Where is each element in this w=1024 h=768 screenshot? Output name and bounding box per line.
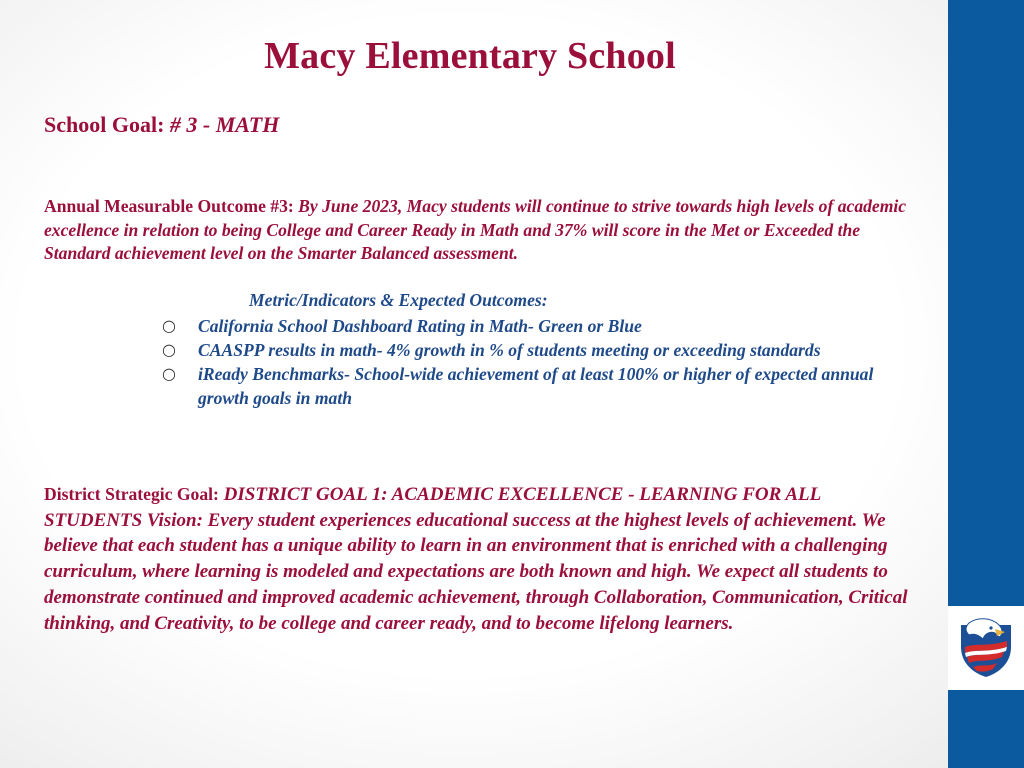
metric-item-text: iReady Benchmarks- School-wide achievement of at least 100% or higher of expected annual growth goals in math bbox=[198, 364, 874, 408]
school-goal bbox=[44, 112, 279, 138]
district-goal-label: District Strategic Goal: bbox=[44, 484, 219, 504]
school-goal-value: # 3 - MATH bbox=[169, 112, 280, 137]
metric-item-text: CAASPP results in math- 4% growth in % of students meeting or exceeding standards bbox=[198, 340, 821, 360]
list-item bbox=[160, 338, 920, 362]
logo-divider-bottom bbox=[948, 688, 1024, 690]
list-item bbox=[160, 314, 920, 338]
bullet-circle-icon: ○ bbox=[162, 364, 176, 383]
bullet-circle-icon: ○ bbox=[162, 340, 176, 359]
logo-box bbox=[948, 608, 1024, 688]
annual-measurable-outcome bbox=[44, 195, 914, 266]
district-strategic-goal bbox=[44, 482, 914, 636]
side-band bbox=[948, 0, 1024, 768]
metrics-heading: Metric/Indicators & Expected Outcomes: bbox=[249, 290, 548, 310]
bullet-circle-icon: ○ bbox=[162, 316, 176, 335]
district-goal-text: DISTRICT GOAL 1: ACADEMIC EXCELLENCE - LEARNING FOR ALL STUDENTS Vision: Every student experiences educational success at the highest levels of achievement. We believe that each student has a unique ability to learn in an environment that is enriched with a challenging curriculum, where learning is modeled and expectations are both known and high. We expect all students to demonstrate continued and improved academic achievement, through Collaboration, Communication, Critical thinking, and Creativity, to be college and career ready, and to become lifelong learners. bbox=[44, 484, 908, 634]
metrics-list bbox=[160, 314, 920, 410]
list-item bbox=[160, 362, 920, 410]
page-title: Macy Elementary School bbox=[264, 35, 676, 77]
annual-outcome-label: Annual Measurable Outcome #3: bbox=[44, 196, 294, 216]
eagle-shield-logo-icon bbox=[955, 617, 1017, 679]
school-goal-label: School Goal: bbox=[44, 112, 165, 137]
metric-item-text: California School Dashboard Rating in Math- Green or Blue bbox=[198, 316, 642, 336]
annual-outcome-text: By June 2023, Macy students will continue to strive towards high levels of academic excellence in relation to being College and Career Ready in Math and 37% will score in the Met or Exceeded the Standard achievement level on the Smarter Balanced assessment. bbox=[44, 196, 907, 263]
